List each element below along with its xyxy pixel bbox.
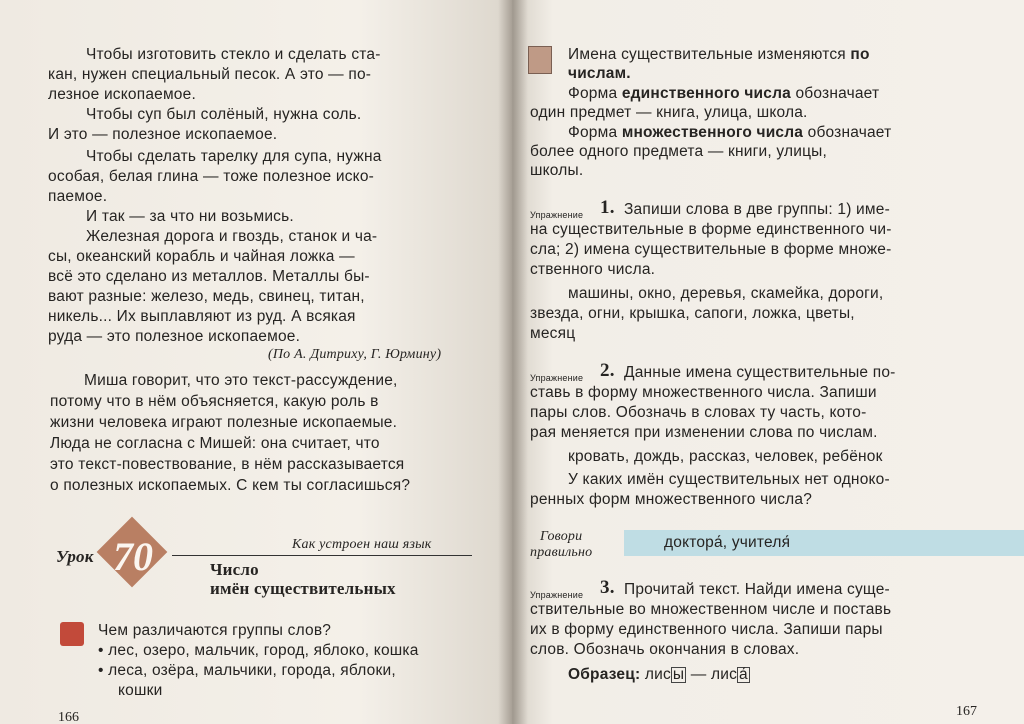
exercise-text: ставь в форму множественного числа. Запиши xyxy=(530,384,877,401)
sample xyxy=(568,666,750,684)
exercise-text: их в форму единственного числа. Запиши пары xyxy=(530,621,883,638)
rule-text-part: обозначает xyxy=(795,85,880,102)
text-line: вают разные: железо, медь, свинец, титан, xyxy=(48,288,365,305)
word-group-2-cont: кошки xyxy=(118,682,163,699)
question-icon xyxy=(60,622,84,646)
exercise-text: ственного числа. xyxy=(530,261,656,278)
say-correctly-label: Говори xyxy=(540,529,583,544)
exercise-text: сла; 2) имена существительные в форме множе- xyxy=(530,241,892,258)
rule-text-bold: единственного числа xyxy=(621,85,791,102)
lesson-section: Как устроен наш язык xyxy=(292,537,432,552)
task-line: о полезных ископаемых. С кем ты согласишься? xyxy=(50,477,411,494)
text-line: никель... Их выплавляют из руд. А всякая xyxy=(48,308,356,325)
exercise-text: слов. Обозначь окончания в словах. xyxy=(530,641,800,658)
exercise-question: У каких имён существительных нет одноко- xyxy=(568,471,890,488)
sample-word-stem: лис xyxy=(644,666,671,683)
page-number-left: 166 xyxy=(58,710,79,724)
exercise-number: 3. xyxy=(600,577,615,598)
text-line: Чтобы суп был солёный, нужна соль. xyxy=(86,106,362,123)
rule-text-part: Форма xyxy=(568,124,618,141)
exercise-words: месяц xyxy=(530,325,576,342)
page-number-right: 167 xyxy=(956,704,977,719)
word-group-2: • леса, озёра, мальчики, города, яблоки, xyxy=(98,662,396,679)
text-line: сы, океанский корабль и чайная ложка — xyxy=(48,248,355,265)
exercise-label: Упражнение xyxy=(530,590,584,600)
exercise-text: ствительные во множественном числе и поставь xyxy=(530,601,892,618)
section-rule xyxy=(172,555,472,556)
rule-singular xyxy=(568,85,879,103)
exercise-text: рая меняется при изменении слова по числам. xyxy=(530,424,878,441)
text-line: Чтобы сделать тарелку для супа, нужна xyxy=(86,148,382,165)
rule-text-part: Форма xyxy=(568,85,618,102)
exercise-words: кровать, дождь, рассказ, человек, ребёнок xyxy=(568,448,883,465)
exercise-text: пары слов. Обозначь в словах ту часть, кото- xyxy=(530,404,867,421)
text-line: всё это сделано из металлов. Металлы бы- xyxy=(48,268,370,285)
sample-ending: а́ xyxy=(739,666,748,683)
text-line: особая, белая глина — тоже полезное иско- xyxy=(48,168,375,185)
exercise-text: Данные имена существительные по- xyxy=(624,364,896,381)
text-line: Чтобы изготовить стекло и сделать ста- xyxy=(86,46,381,63)
say-correctly-words: доктора́, учителя́ xyxy=(664,534,791,551)
exercise-words: машины, окно, деревья, скамейка, дороги, xyxy=(568,285,884,302)
exercise-number: 2. xyxy=(600,360,615,381)
lesson-title-line-1: Число xyxy=(210,560,259,579)
text-line: кан, нужен специальный песок. А это — по- xyxy=(48,66,372,83)
sample-label: Образец: xyxy=(568,666,641,683)
exercise-words: звезда, огни, крышка, сапоги, ложка, цветы, xyxy=(530,305,855,322)
text-line: паемое. xyxy=(48,188,108,205)
exercise-number: 1. xyxy=(600,197,615,218)
rule-text-part: обозначает xyxy=(807,124,892,141)
rule-icon xyxy=(528,46,552,74)
rule-text-part: Имена существительные изменяются xyxy=(568,46,846,63)
rule-text-line: один предмет — книга, улица, школа. xyxy=(530,104,808,121)
task-line: Люда не согласна с Мишей: она считает, что xyxy=(50,435,380,452)
lesson-number: 70 xyxy=(113,534,153,579)
lesson-label: Урок xyxy=(56,547,94,566)
question: Чем различаются группы слов? xyxy=(98,622,332,639)
source-attribution: (По А. Дитриху, Г. Юрмину) xyxy=(268,347,442,362)
rule-text xyxy=(568,46,870,64)
text-line: И это — полезное ископаемое. xyxy=(48,126,278,143)
rule-text-line: более одного предмета — книги, улицы, xyxy=(530,143,828,160)
exercise-question: ренных форм множественного числа? xyxy=(530,491,813,508)
exercise-text: на существительные в форме единственного чи- xyxy=(530,221,892,238)
rule-text-bold: по xyxy=(850,46,870,63)
task-line: Миша говорит, что это текст-рассуждение, xyxy=(84,372,398,389)
text-line: лезное ископаемое. xyxy=(48,86,196,103)
exercise-label: Упражнение xyxy=(530,210,584,220)
sample-dash: — xyxy=(690,666,707,683)
text-line: руда — это полезное ископаемое. xyxy=(48,328,301,345)
lesson-title-line-2: имён существительных xyxy=(210,579,396,598)
book-gutter xyxy=(498,0,528,724)
rule-text-bold: числам. xyxy=(568,65,631,82)
exercise-text: Запиши слова в две группы: 1) име- xyxy=(624,201,890,218)
task-line: жизни человека играют полезные ископаемые. xyxy=(50,414,398,431)
task-line: это текст-повествование, в нём рассказывается xyxy=(50,456,405,473)
exercise-label: Упражнение xyxy=(530,373,584,383)
text-line: Железная дорога и гвоздь, станок и ча- xyxy=(86,228,378,245)
exercise-text: Прочитай текст. Найди имена суще- xyxy=(624,581,890,598)
say-correctly-label: правильно xyxy=(530,545,593,560)
rule-text-line: школы. xyxy=(530,162,584,179)
word-group-1: • лес, озеро, мальчик, город, яблоко, кошка xyxy=(98,642,419,659)
rule-text-bold: множественного числа xyxy=(621,124,804,141)
right-page xyxy=(512,0,1024,724)
task-line: потому что в нём объясняется, какую роль в xyxy=(50,393,379,410)
rule-plural xyxy=(568,124,891,142)
sample-word-stem: лис xyxy=(710,666,738,683)
text-line: И так — за что ни возьмись. xyxy=(86,208,294,225)
sample-ending: ы xyxy=(672,666,685,683)
